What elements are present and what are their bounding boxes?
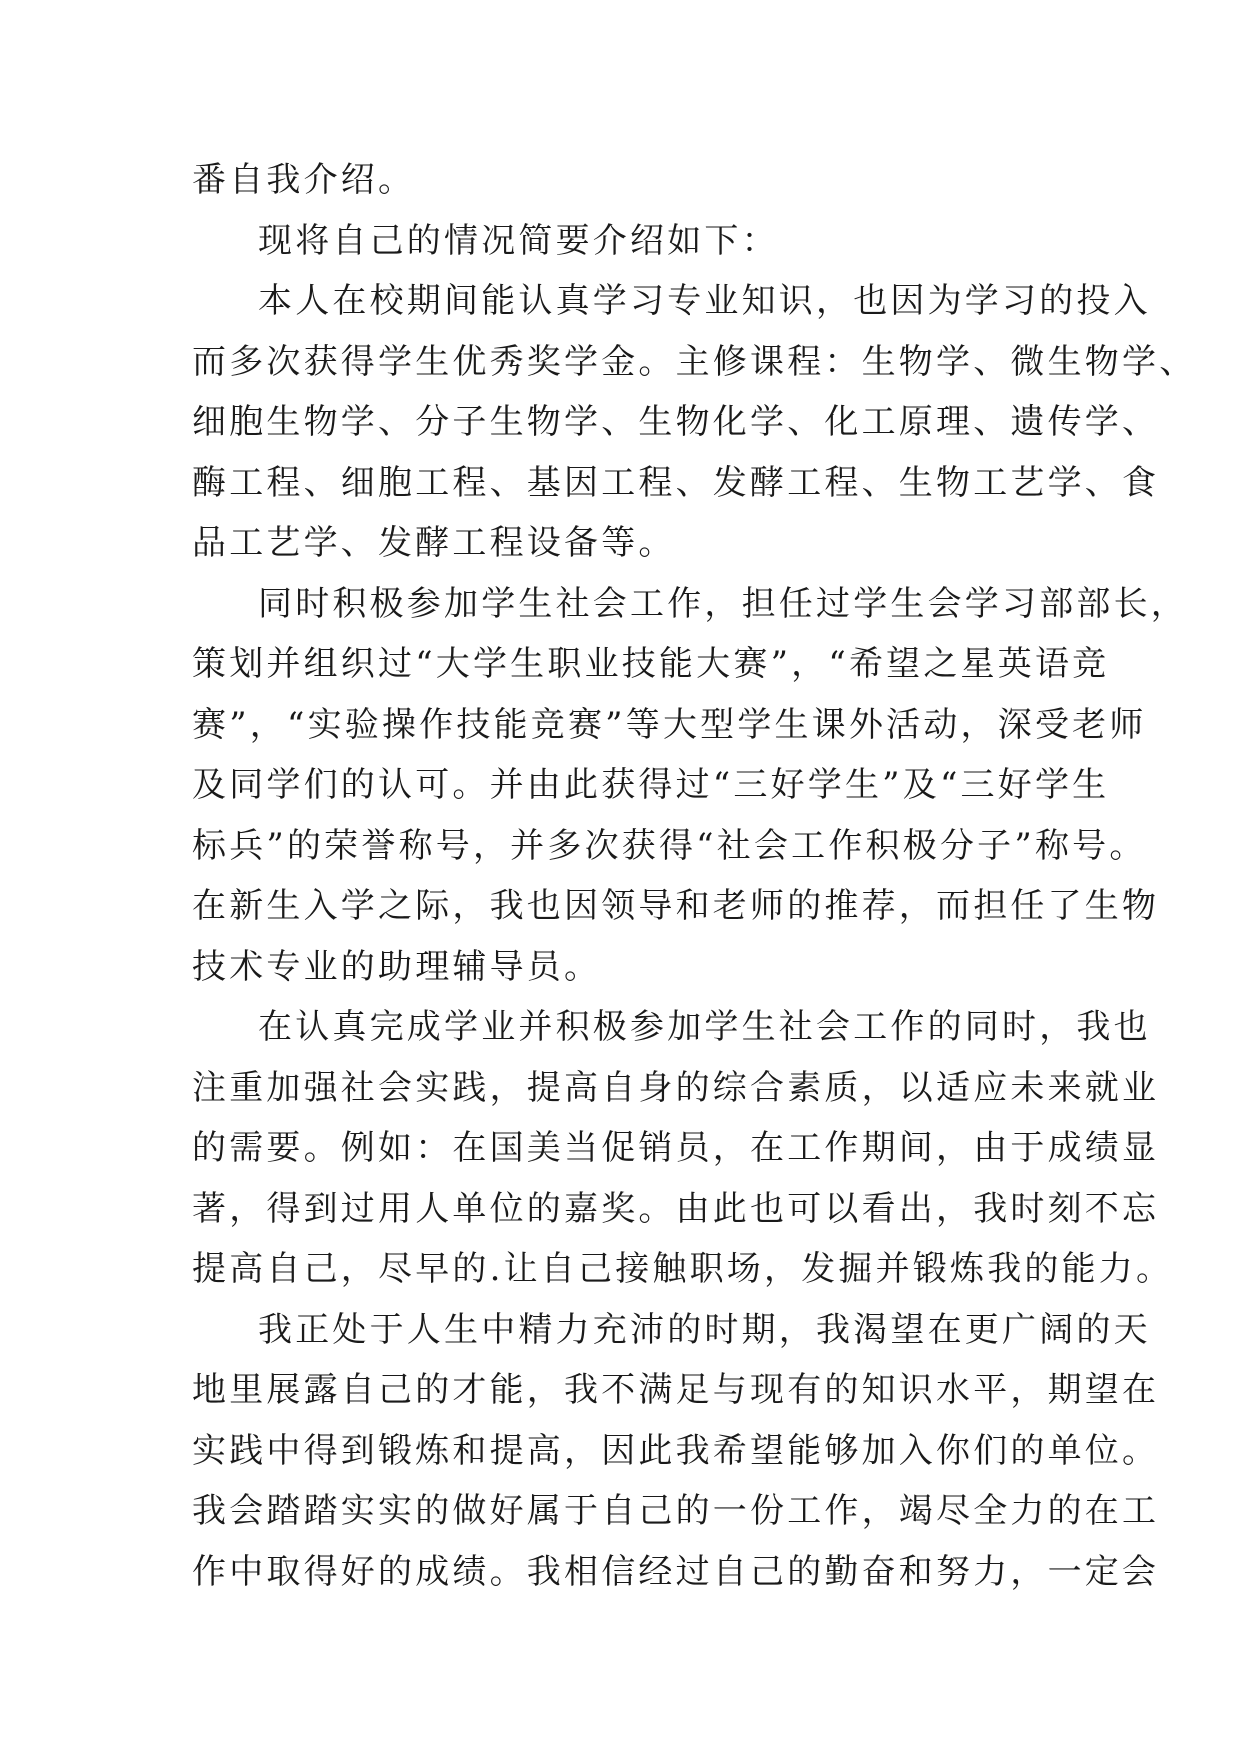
text-line: 地里展露自己的才能，我不满足与现有的知识水平，期望在 <box>192 1370 1160 1410</box>
text-line: 同时积极参加学生社会工作，担任过学生会学习部部长， <box>258 583 1188 624</box>
text-line: 细胞生物学、分子生物学、生物化学、化工原理、遗传学、 <box>192 402 1160 442</box>
text-line: 赛”，“实验操作技能竞赛”等大型学生课外活动，深受老师 <box>192 704 1147 745</box>
text-line: 番自我介绍。 <box>192 160 416 200</box>
text-line: 标兵”的荣誉称号，并多次获得“社会工作积极分子”称号。 <box>192 825 1147 866</box>
text-line: 酶工程、细胞工程、基因工程、发酵工程、生物工艺学、食 <box>192 462 1160 503</box>
text-line: 在认真完成学业并积极参加学生社会工作的同时，我也 <box>258 1007 1151 1047</box>
text-line: 著，得到过用人单位的嘉奖。由此也可以看出，我时刻不忘 <box>192 1188 1160 1229</box>
text-line: 品工艺学、发酵工程设备等。 <box>192 523 676 563</box>
document-body <box>192 150 1197 1602</box>
text-line: 我正处于人生中精力充沛的时期，我渴望在更广阔的天 <box>258 1309 1151 1350</box>
text-line: 技术专业的助理辅导员。 <box>192 946 602 987</box>
text-line: 而多次获得学生优秀奖学金。主修课程：生物学、微生物学、 <box>192 341 1197 382</box>
text-line: 作中取得好的成绩。我相信经过自己的勤奋和努力，一定会 <box>192 1551 1160 1592</box>
text-line: 的需要。例如：在国美当促销员，在工作期间，由于成绩显 <box>192 1128 1160 1168</box>
text-line: 策划并组织过“大学生职业技能大赛”，“希望之星英语竞 <box>192 644 1110 684</box>
text-line: 我会踏踏实实的做好属于自己的一份工作，竭尽全力的在工 <box>192 1491 1160 1531</box>
text-line: 现将自己的情况简要介绍如下： <box>258 220 779 261</box>
text-line: 提高自己，尽早的.让自己接触职场，发掘并锻炼我的能力。 <box>192 1249 1174 1289</box>
text-line: 实践中得到锻炼和提高，因此我希望能够加入你们的单位。 <box>192 1430 1160 1471</box>
text-line: 及同学们的认可。并由此获得过“三好学生”及“三好学生 <box>192 765 1110 805</box>
text-line: 在新生入学之际，我也因领导和老师的推荐，而担任了生物 <box>192 886 1160 926</box>
text-line: 本人在校期间能认真学习专业知识，也因为学习的投入 <box>258 281 1151 321</box>
text-line: 注重加强社会实践，提高自身的综合素质，以适应未来就业 <box>192 1067 1160 1108</box>
